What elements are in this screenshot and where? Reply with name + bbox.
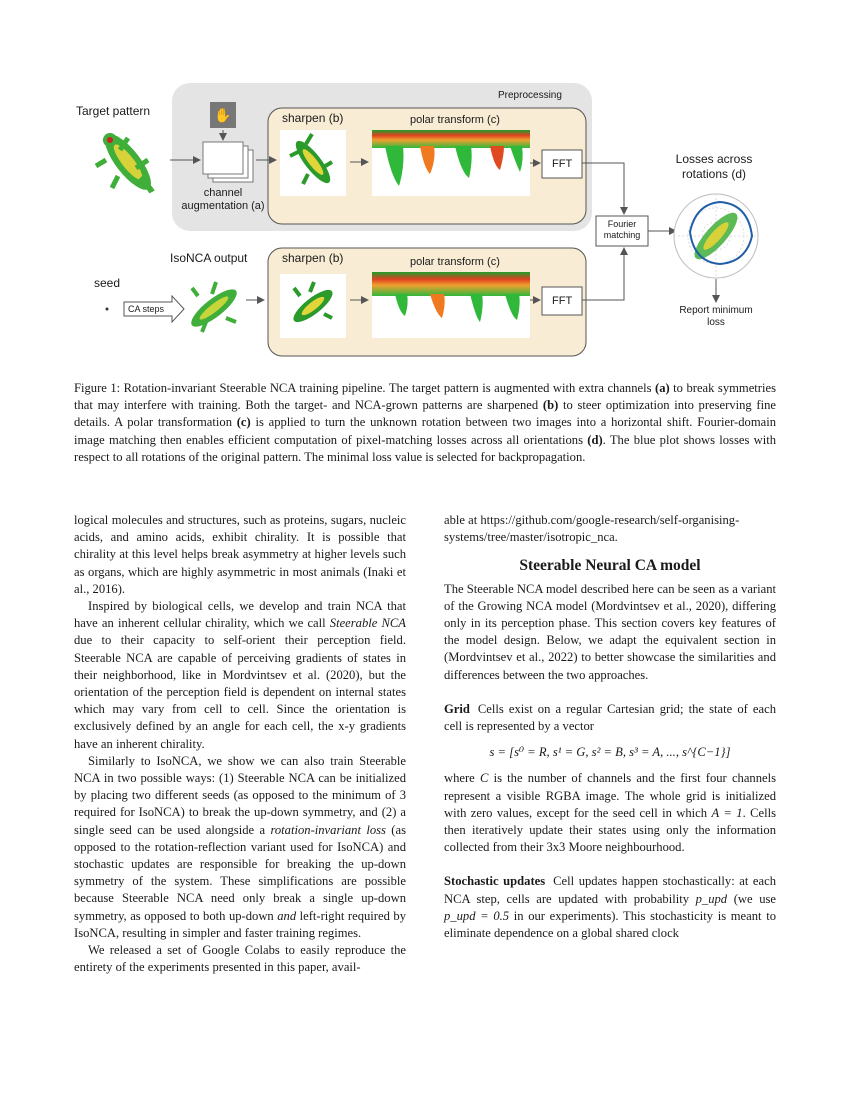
emphasis: Steerable NCA [329,616,406,631]
left-column [74,512,406,976]
sharpen-label-bottom: sharpen (b) [282,251,344,265]
text: Cell updates happen stochastically: at each NCA step, cells are updated with probability [444,874,776,906]
top-polar-image [372,130,530,196]
channel-aug-line2: augmentation (a) [181,200,265,212]
report-minimum-loss-label [672,305,760,329]
caption-text: to break symmetries that may interfere with training. Both the target- and NCA-grown patterns are sharpened [74,381,776,413]
paragraph [74,598,406,753]
channel-augmentation-label [178,187,268,213]
fft-label-top: FFT [552,158,573,170]
text: . Cells then iteratively update their states using only the information collected from their 3x3 Moore neighbourhood. [444,805,777,855]
polar-label-bottom: polar transform (c) [410,256,500,268]
text: left-right required by IsoNCA, resulting in simpler and faster training regimes. [74,908,406,940]
fourier-line1: Fourier [607,219,637,229]
fourier-matching-label [597,219,647,241]
report-line1: Report minimum [679,305,753,316]
run-in-heading: Grid [444,701,470,716]
caption-text: is applied to turn the unknown rotation between two images into a horizontal shift. Fourier-domain image matching then enables efficient computation of pixel-matching losses across all orientations [74,415,776,447]
text: (we use [727,891,776,906]
text: where [444,771,480,786]
text: in our experiments). This stochasticity is meant to eliminate dependence on a global shared clock [444,908,776,941]
state-vector-equation: s = [s⁰ = R, s¹ = G, s² = B, s³ = A, ..., s^{C−1}] [489,745,731,760]
caption-text: . The blue plot shows losses with respect to all rotations of the original pattern. The minimal loss value is selected for backpropagation. [74,432,776,464]
report-line2: loss [707,317,725,328]
paragraph: We released a set of Google Colabs to easily reproduce the entirety of the experiments presented in this paper, avail- [74,943,406,975]
emphasis: and [277,908,297,923]
text: Similarly to IsoNCA, we show we can also train Steerable NCA in two possible ways: (1) Steerable NCA can be initialized by placing two different seeds (as opposed to the minimum of 3 required for IsoNCA) to break the up-down symmetry, and (2) a single seed can be used alongside a [74,753,406,837]
text: (as opposed to the rotation-reflection variant used for IsoNCA) and stochastic updates are responsible for breaking the up-down symmetry of the system. These simplifications are possible because Steerable NCA need only break a single up-down symmetry, as opposed to both up-down [74,822,406,923]
fft-label-bottom: FFT [552,295,573,307]
loss-polar-plot [674,194,758,278]
ca-steps-label: CA steps [128,304,165,314]
caption-ref-c: (c) [236,415,251,430]
emphasis: rotation-invariant loss [270,822,386,837]
text: is the number of channels and the first four channels represent a visible RGBA image. The whole grid is initialized with zero values, except for the seed cell in which [444,771,777,820]
losses-label [664,152,764,182]
svg-text:✋: ✋ [214,109,232,124]
text: Cells exist on a regular Cartesian grid; the state of each cell is represented by a vector [444,701,776,734]
paragraph: able at https://github.com/google-research/self-organising-systems/tree/master/isotropic_nca. [444,513,740,545]
paragraph: logical molecules and structures, such as proteins, sugars, nucleic acids, and amino acids, exhibit chirality. It is possible that chirality at this level helps break asymmetry at higher levels such as organs, which are highly asymmetric in most animals (Inaki et al., 2016). [74,513,406,596]
text: Inspired by biological cells, we develop and train NCA that have an inherent cellular chirality, which we call [74,599,406,631]
caption-text: to steer optimization into preserving fine details. A polar transformation [74,398,776,430]
losses-line2: rotations (d) [681,167,747,181]
fourier-line2: matching [603,230,641,240]
paragraph-grid [444,701,776,735]
seed-label: seed [94,276,121,290]
run-in-heading: Stochastic updates [444,874,546,889]
text: due to their capacity to self-orient their perception field. Steerable NCA are capable of perceiving gradients of states in their neighborhood, like in Mordvintsev et al. (2020), but the orientation of the perception field is dependent on internal states which may vary from cell to cell. Since the orientation is exclusively defined by an angle for each cell, the x-y gradients have an inherent chirality. [74,633,406,751]
losses-line1: Losses across [675,152,753,166]
figure-caption [74,380,776,466]
caption-text: Figure 1: Rotation-invariant Steerable NCA training pipeline. The target pattern is augmented with extra channels [74,381,655,395]
sharpen-label-top: sharpen (b) [282,111,344,125]
math: A = 1 [711,805,743,820]
math: p_upd [695,891,728,906]
right-column [444,512,776,942]
bottom-polar-image [372,272,530,338]
caption-ref-b: (b) [542,398,559,413]
caption-ref-d: (d) [587,432,603,447]
polar-label-top: polar transform (c) [410,114,500,126]
isonca-output-label: IsoNCA output [170,251,248,265]
paragraph-stochastic [444,873,776,942]
paragraph: The Steerable NCA model described here can be seen as a variant of the Growing NCA model (Mordvintsev et al., 2020), differing only in its perception phase. This section covers key features of the model design. Below, we adapt the equivalent section in (Mordvintsev et al., 2022) to better showcase the similarities and differences between the two approaches. [444,581,776,682]
target-lizard-image [96,128,158,196]
seed-dot [106,308,109,311]
channel-aug-line1: channel [203,187,243,199]
math: p_upd = 0.5 [444,908,510,923]
section-title: Steerable Neural CA model [519,557,701,575]
figure-1 [0,0,850,370]
paragraph [74,753,406,942]
math: C [479,771,489,786]
target-pattern-label: Target pattern [76,104,151,118]
preprocessing-label: Preprocessing [498,90,562,101]
isonca-lizard-image [186,282,241,332]
paragraph [444,770,776,856]
caption-ref-a: (a) [655,381,670,395]
